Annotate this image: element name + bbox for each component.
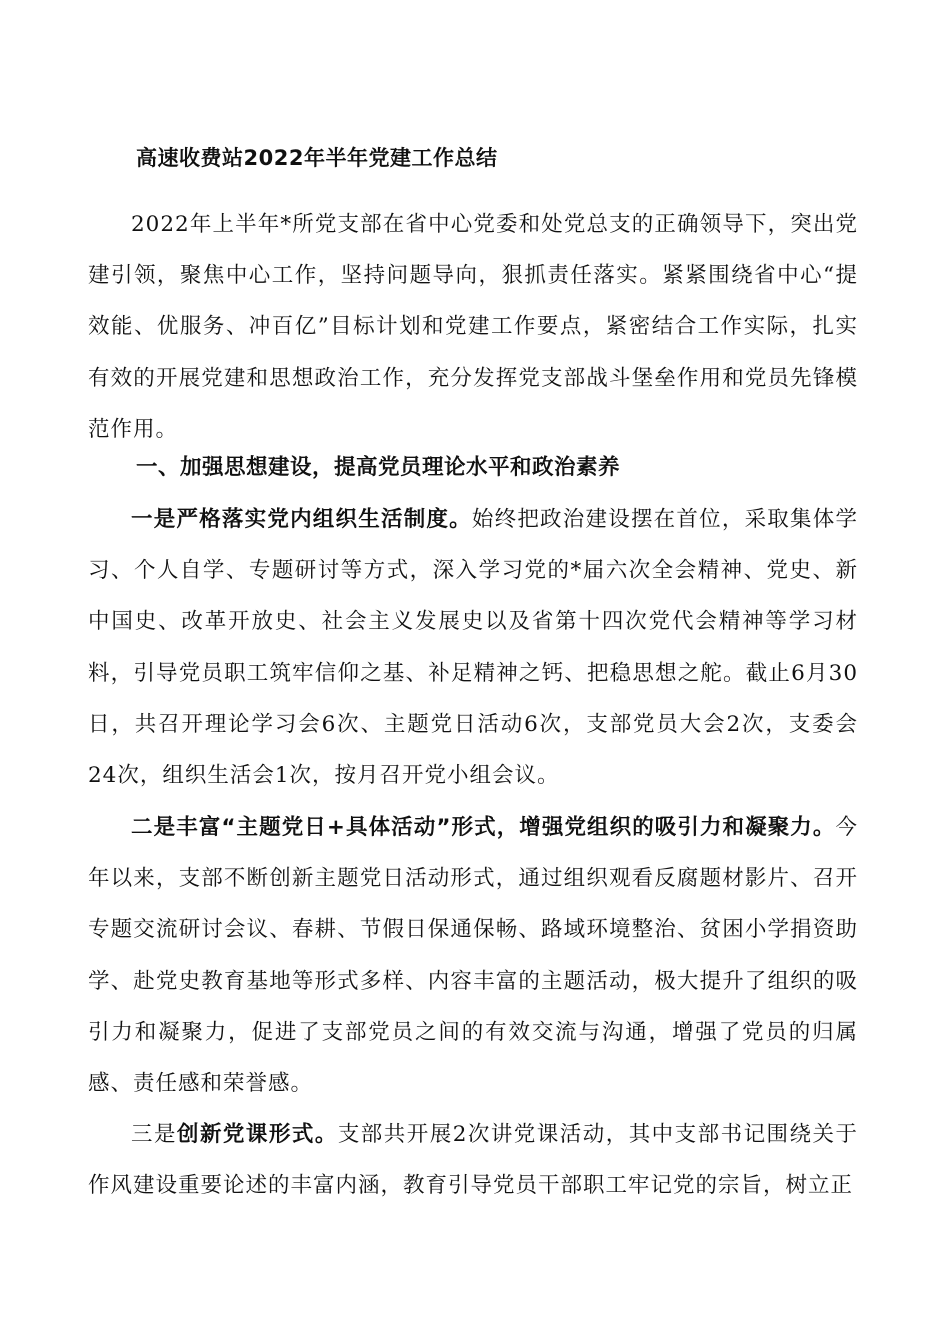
item-3-lead: 创新党课形式。 [176, 1122, 338, 1147]
intro-paragraph: 2022年上半年*所党支部在省中心党委和处党总支的正确领导下，突出党建引领，聚焦中心工作，坚持问题导向，狠抓责任落实。紧紧围绕省中心“提效能、优服务、冲百亿”目标计划和党建工作要点，紧密结合工作实际，扎实有效的开展党建和思想政治工作，充分发挥党支部战斗堡垒作用和党员先锋模范作用。 [88, 212, 858, 442]
section-heading-1: 一、加强思想建设，提高党员理论水平和政治素养 [136, 455, 621, 480]
item-1-lead: 一是严格落实党内组织生活制度。 [131, 507, 472, 532]
paragraph-item-1 [88, 494, 858, 801]
document-title: 高速收费站2022年半年党建工作总结 [136, 146, 498, 170]
item-3-prefix: 三是 [131, 1122, 177, 1147]
item-3-body: 支部共开展2次讲党课活动，其中支部书记围绕关于作风建设重要论述的丰富内涵，教育引导党员干部职工牢记党的宗旨，树立正 [88, 1122, 858, 1199]
item-2-body: 今年以来，支部不断创新主题党日活动形式，通过组织观看反腐题材影片、召开专题交流研讨会议、春耕、节假日保通保畅、路域环境整治、贫困小学捐资助学、赴党史教育基地等形式多样、内容丰富的主题活动，极大提升了组织的吸引力和凝聚力，促进了支部党员之间的有效交流与沟通，增强了党员的归属感、责任感和荣誉感。 [88, 815, 858, 1097]
paragraph-item-2 [88, 802, 858, 1109]
paragraph-item-3 [88, 1109, 858, 1309]
item-1-body: 始终把政治建设摆在首位，采取集体学习、个人自学、专题研讨等方式，深入学习党的*届六次全会精神、党史、新中国史、改革开放史、社会主义发展史以及省第十四次党代会精神等学习材料，引导党员职工筑牢信仰之基、补足精神之钙、把稳思想之舵。截止6月30日，共召开理论学习会6次、主题党日活动6次，支部党员大会2次，支委会24次，组织生活会1次，按月召开党小组会议。 [88, 507, 858, 789]
item-2-lead: 二是丰富“主题党日+具体活动”形式，增强党组织的吸引力和凝聚力。 [131, 815, 836, 840]
